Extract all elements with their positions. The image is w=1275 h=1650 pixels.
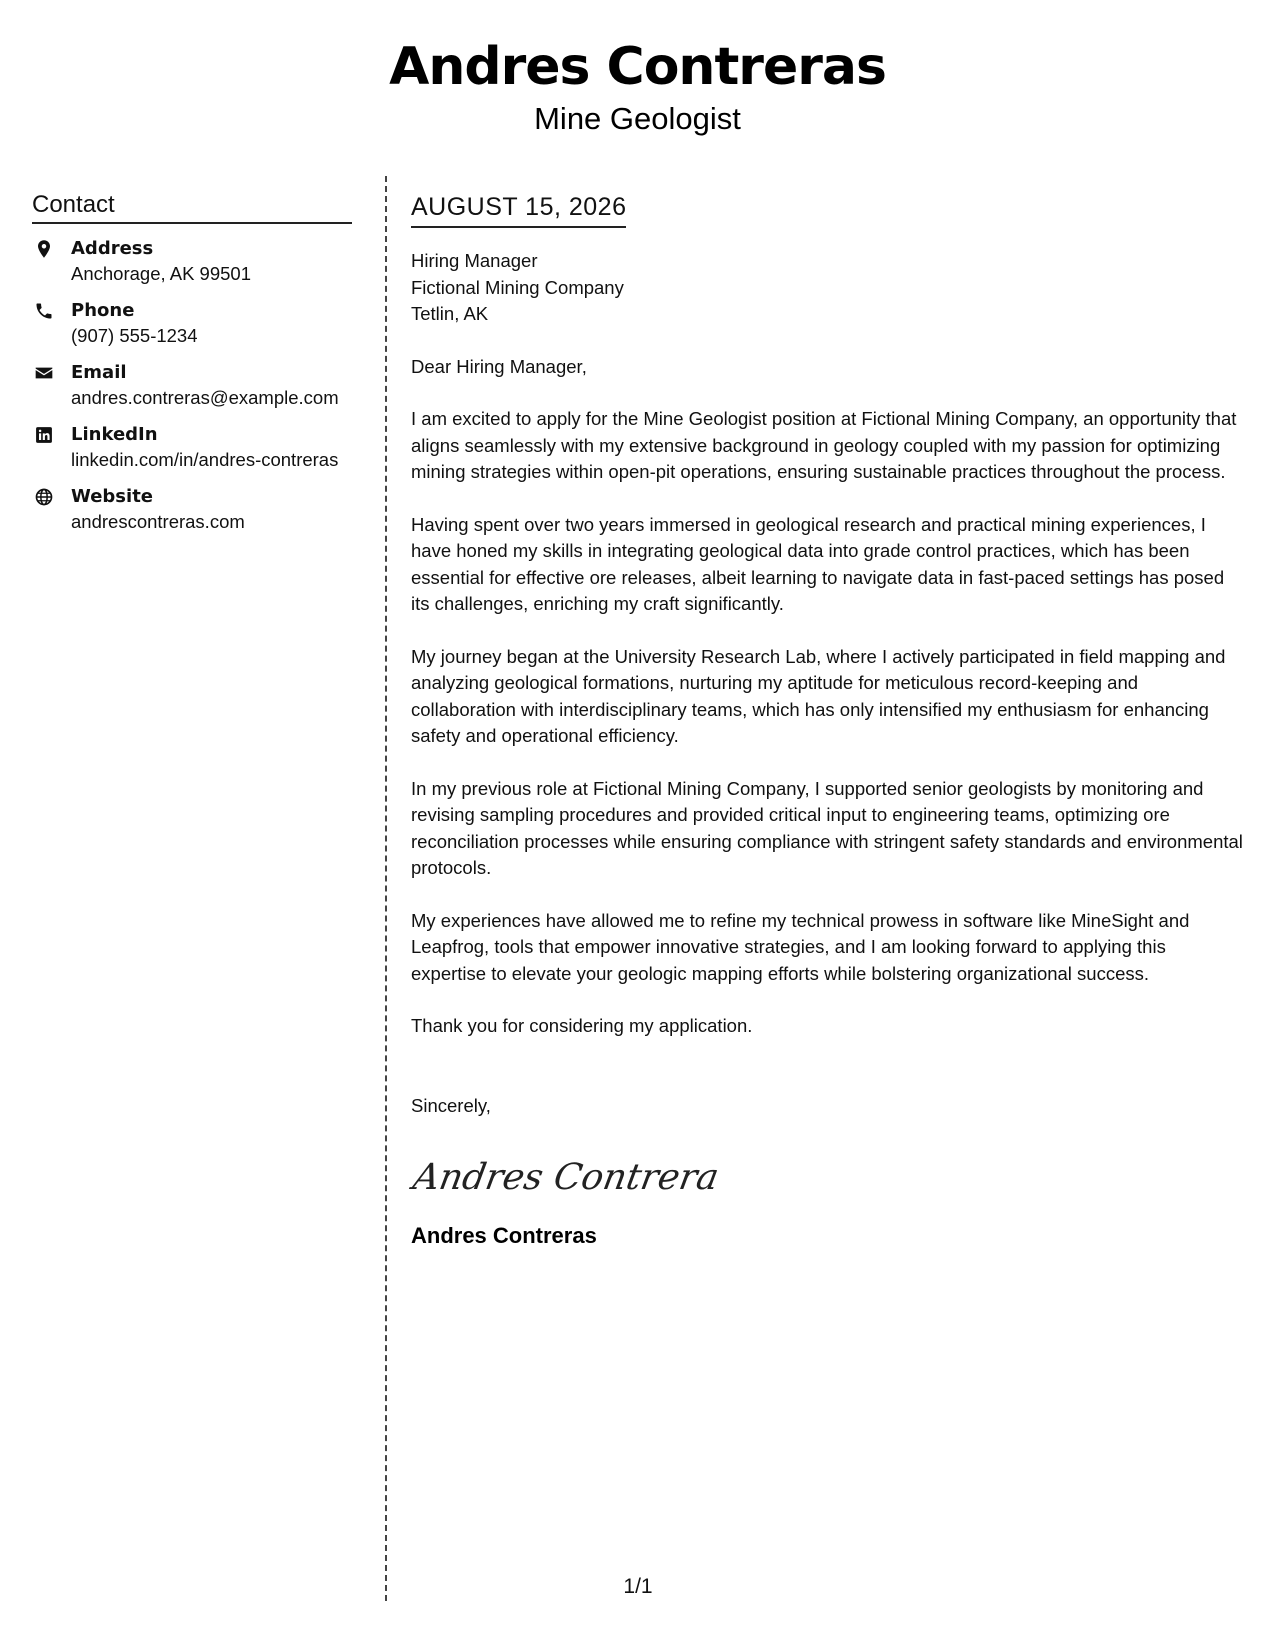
signature-text: Andres Contrera	[410, 1155, 723, 1198]
contact-label: Phone	[71, 300, 135, 321]
page-number: 1/1	[623, 1575, 653, 1598]
job-title: Mine Geologist	[534, 101, 741, 136]
globe-icon	[34, 487, 54, 507]
closing: Sincerely,	[411, 1094, 491, 1116]
recipient-line: Tetlin, AK	[411, 303, 489, 324]
column-divider	[385, 176, 387, 1601]
contact-value-linkedin[interactable]: linkedin.com/in/andres-contreras	[71, 449, 339, 470]
recipient-line: Fictional Mining Company	[411, 276, 624, 298]
map-pin-icon	[34, 239, 54, 259]
contact-item-address	[32, 236, 352, 286]
contact-value-website[interactable]: andrescontreras.com	[71, 511, 245, 532]
contact-item-phone	[32, 298, 352, 348]
recipient-block	[411, 248, 1246, 328]
contact-label: Address	[71, 238, 154, 259]
contact-label: Email	[71, 362, 127, 383]
contact-value-phone: (907) 555-1234	[71, 325, 198, 346]
letter-paragraph: Having spent over two years immersed in geological research and practical mining experiences, I have honed my skills in integrating geological data into grade control practices, which has been essential for effective ore releases, albeit learning to navigate data in fast-paced settings has posed its challenges, enriching my craft significantly.	[411, 513, 1225, 614]
contact-value-email[interactable]: andres.contreras@example.com	[71, 387, 339, 408]
contact-heading: Contact	[32, 190, 352, 224]
linkedin-icon	[34, 425, 54, 445]
recipient-line: Hiring Manager	[411, 250, 538, 271]
letter-paragraph: Thank you for considering my application.	[411, 1015, 753, 1036]
letter-paragraph: In my previous role at Fictional Mining Company, I supported senior geologists by monitoring and revising sampling procedures and provided critical input to engineering teams, optimizing ore reconciliation processes while ensuring compliance with stringent safety standards and environmental protocols.	[411, 777, 1243, 878]
contact-value-address: Anchorage, AK 99501	[71, 263, 252, 284]
contact-list	[32, 236, 352, 534]
contact-item-website	[32, 484, 352, 534]
handwritten-signature	[411, 1147, 1246, 1205]
applicant-name: Andres Contreras	[389, 37, 886, 97]
envelope-icon	[34, 363, 54, 383]
signature-graphic	[410, 1147, 723, 1205]
letter-body	[411, 190, 1246, 1250]
contact-item-linkedin	[32, 422, 352, 472]
contact-sidebar	[32, 190, 352, 546]
salutation: Dear Hiring Manager,	[411, 355, 587, 377]
letter-paragraph: My journey began at the University Research Lab, where I actively participated in field mapping and analyzing geological formations, nurturing my aptitude for meticulous record-keeping and collaboration with interdisciplinary teams, which has only intensified my enthusiasm for enhancing safety and operational efficiency.	[411, 645, 1226, 746]
letter-paragraph: My experiences have allowed me to refine my technical prowess in software like MineSight and Leapfrog, tools that empower innovative strategies, and I am looking forward to applying this expertise to elevate your geologic mapping efforts while bolstering organizational success.	[411, 909, 1190, 984]
contact-item-email	[32, 360, 352, 410]
letter-paragraph: I am excited to apply for the Mine Geologist position at Fictional Mining Company, an opportunity that aligns seamlessly with my extensive background in geology coupled with my passion for optimizing mining strategies within open-pit operations, ensuring sustainable practices throughout the process.	[411, 408, 1237, 482]
letter-header	[0, 36, 1275, 138]
letter-date: AUGUST 15, 2026	[411, 190, 626, 228]
contact-label: Website	[71, 486, 154, 507]
signer-name: Andres Contreras	[411, 1223, 597, 1248]
phone-icon	[34, 301, 54, 321]
contact-label: LinkedIn	[71, 424, 158, 445]
